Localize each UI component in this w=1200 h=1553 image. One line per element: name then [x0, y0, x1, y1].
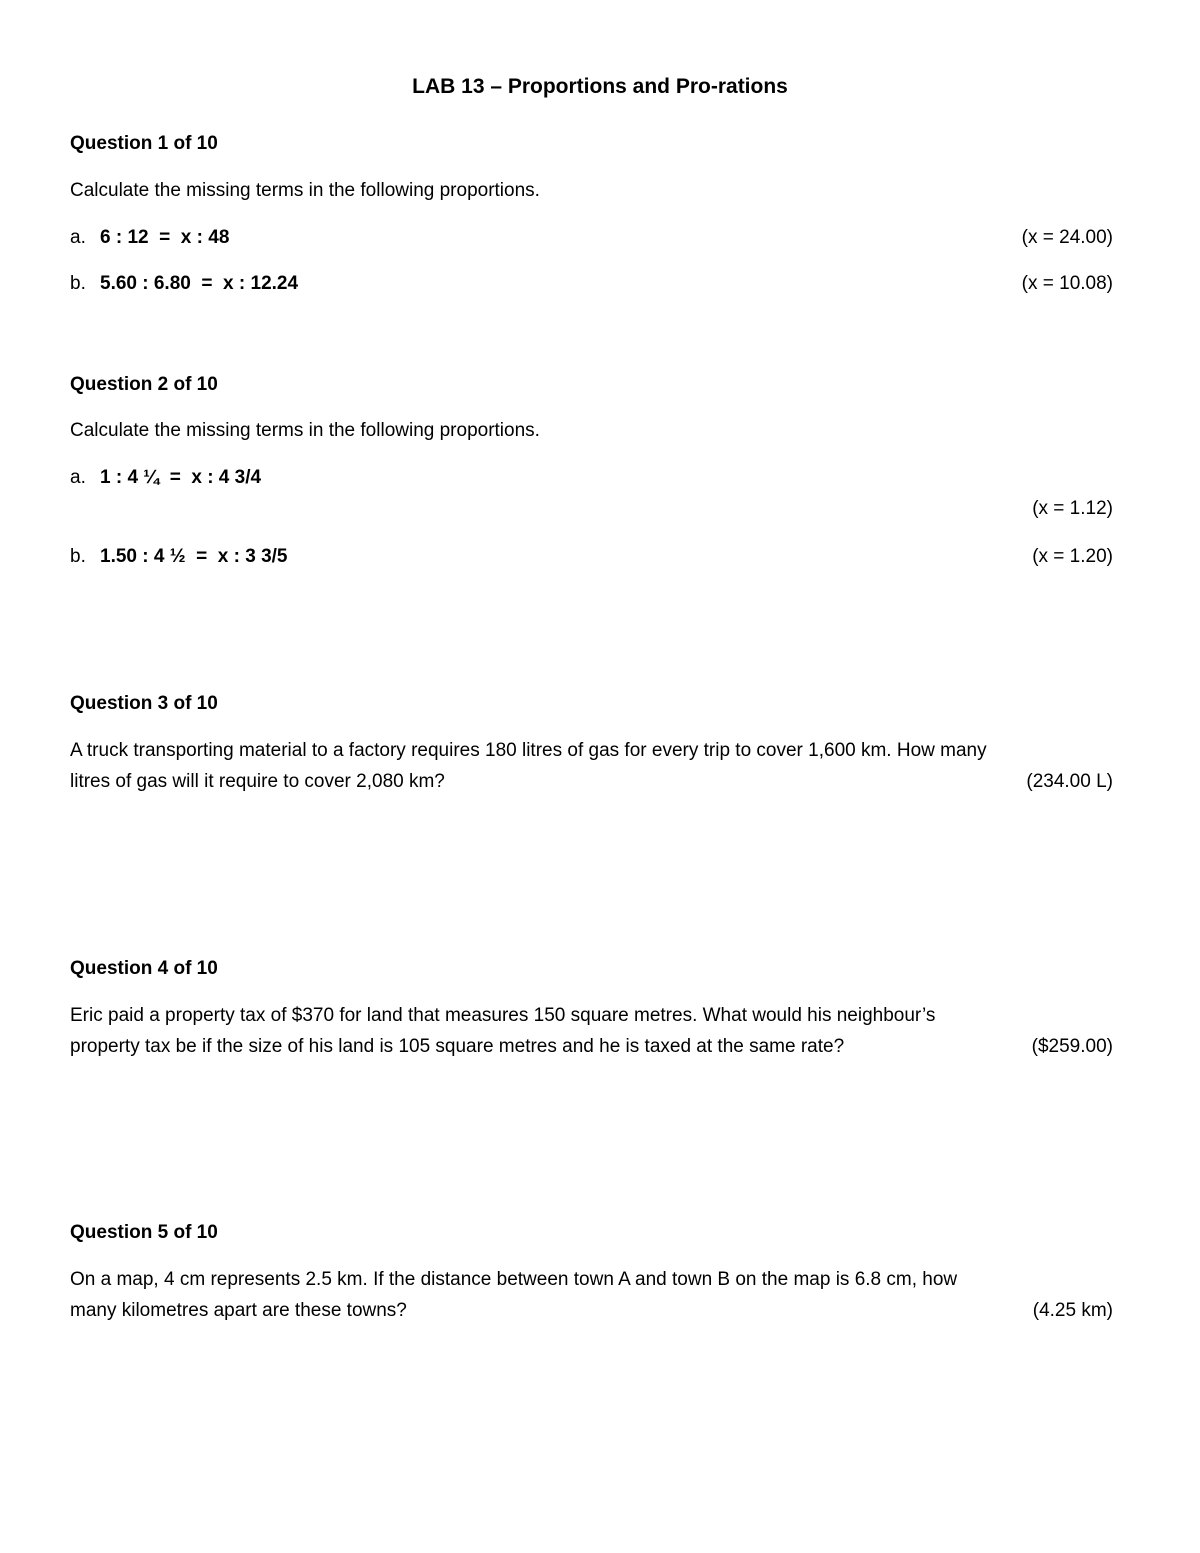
- question-4-answer: ($259.00): [1031, 1036, 1113, 1057]
- question-1-part-a: [70, 224, 1113, 252]
- part-expression: 1 : 4 ¼ = x : 4 3/4: [100, 467, 262, 488]
- question-text: litres of gas will it require to cover 2,080 km?: [70, 771, 445, 792]
- part-answer: (x = 10.08): [1021, 273, 1113, 294]
- part-label: a.: [70, 467, 86, 488]
- question-1-heading: Question 1 of 10: [70, 133, 218, 154]
- question-text: property tax be if the size of his land is 105 square metres and he is taxed at the same rate?: [70, 1036, 845, 1057]
- question-4-heading: Question 4 of 10: [70, 958, 218, 979]
- question-3-answer: (234.00 L): [1026, 771, 1113, 792]
- part-answer: (x = 24.00): [1021, 227, 1113, 248]
- question-2-heading: Question 2 of 10: [70, 374, 218, 395]
- question-5-text-line-2: [70, 1297, 1113, 1325]
- question-5-heading: Question 5 of 10: [70, 1222, 218, 1243]
- part-label: b.: [70, 273, 86, 294]
- question-1-prompt: Calculate the missing terms in the following proportions.: [70, 180, 540, 201]
- question-2-part-a-answer: (x = 1.12): [1032, 498, 1113, 519]
- question-1-part-b: [70, 270, 1113, 298]
- question-5-answer: (4.25 km): [1032, 1300, 1113, 1321]
- part-label: a.: [70, 227, 86, 248]
- question-2-part-a: [70, 464, 1113, 492]
- question-3-heading: Question 3 of 10: [70, 693, 218, 714]
- part-expression: 5.60 : 6.80 = x : 12.24: [100, 273, 299, 294]
- question-2-part-b: [70, 543, 1113, 571]
- question-text: many kilometres apart are these towns?: [70, 1300, 407, 1321]
- question-4-text-line-2: [70, 1033, 1113, 1061]
- part-answer: (x = 1.20): [1032, 546, 1113, 567]
- question-3-text-line-2: [70, 768, 1113, 796]
- question-4-text-line-1: Eric paid a property tax of $370 for land that measures 150 square metres. What would his neighbour’s: [70, 1005, 936, 1026]
- page-title: LAB 13 – Proportions and Pro-rations: [412, 75, 788, 98]
- part-expression: 1.50 : 4 ½ = x : 3 3/5: [100, 546, 288, 567]
- question-2-prompt: Calculate the missing terms in the following proportions.: [70, 420, 540, 441]
- part-expression: 6 : 12 = x : 48: [100, 227, 230, 248]
- question-5-text-line-1: On a map, 4 cm represents 2.5 km. If the distance between town A and town B on the map is 6.8 cm, how: [70, 1269, 958, 1290]
- part-label: b.: [70, 546, 86, 567]
- question-3-text-line-1: A truck transporting material to a factory requires 180 litres of gas for every trip to cover 1,600 km. How many: [70, 740, 987, 761]
